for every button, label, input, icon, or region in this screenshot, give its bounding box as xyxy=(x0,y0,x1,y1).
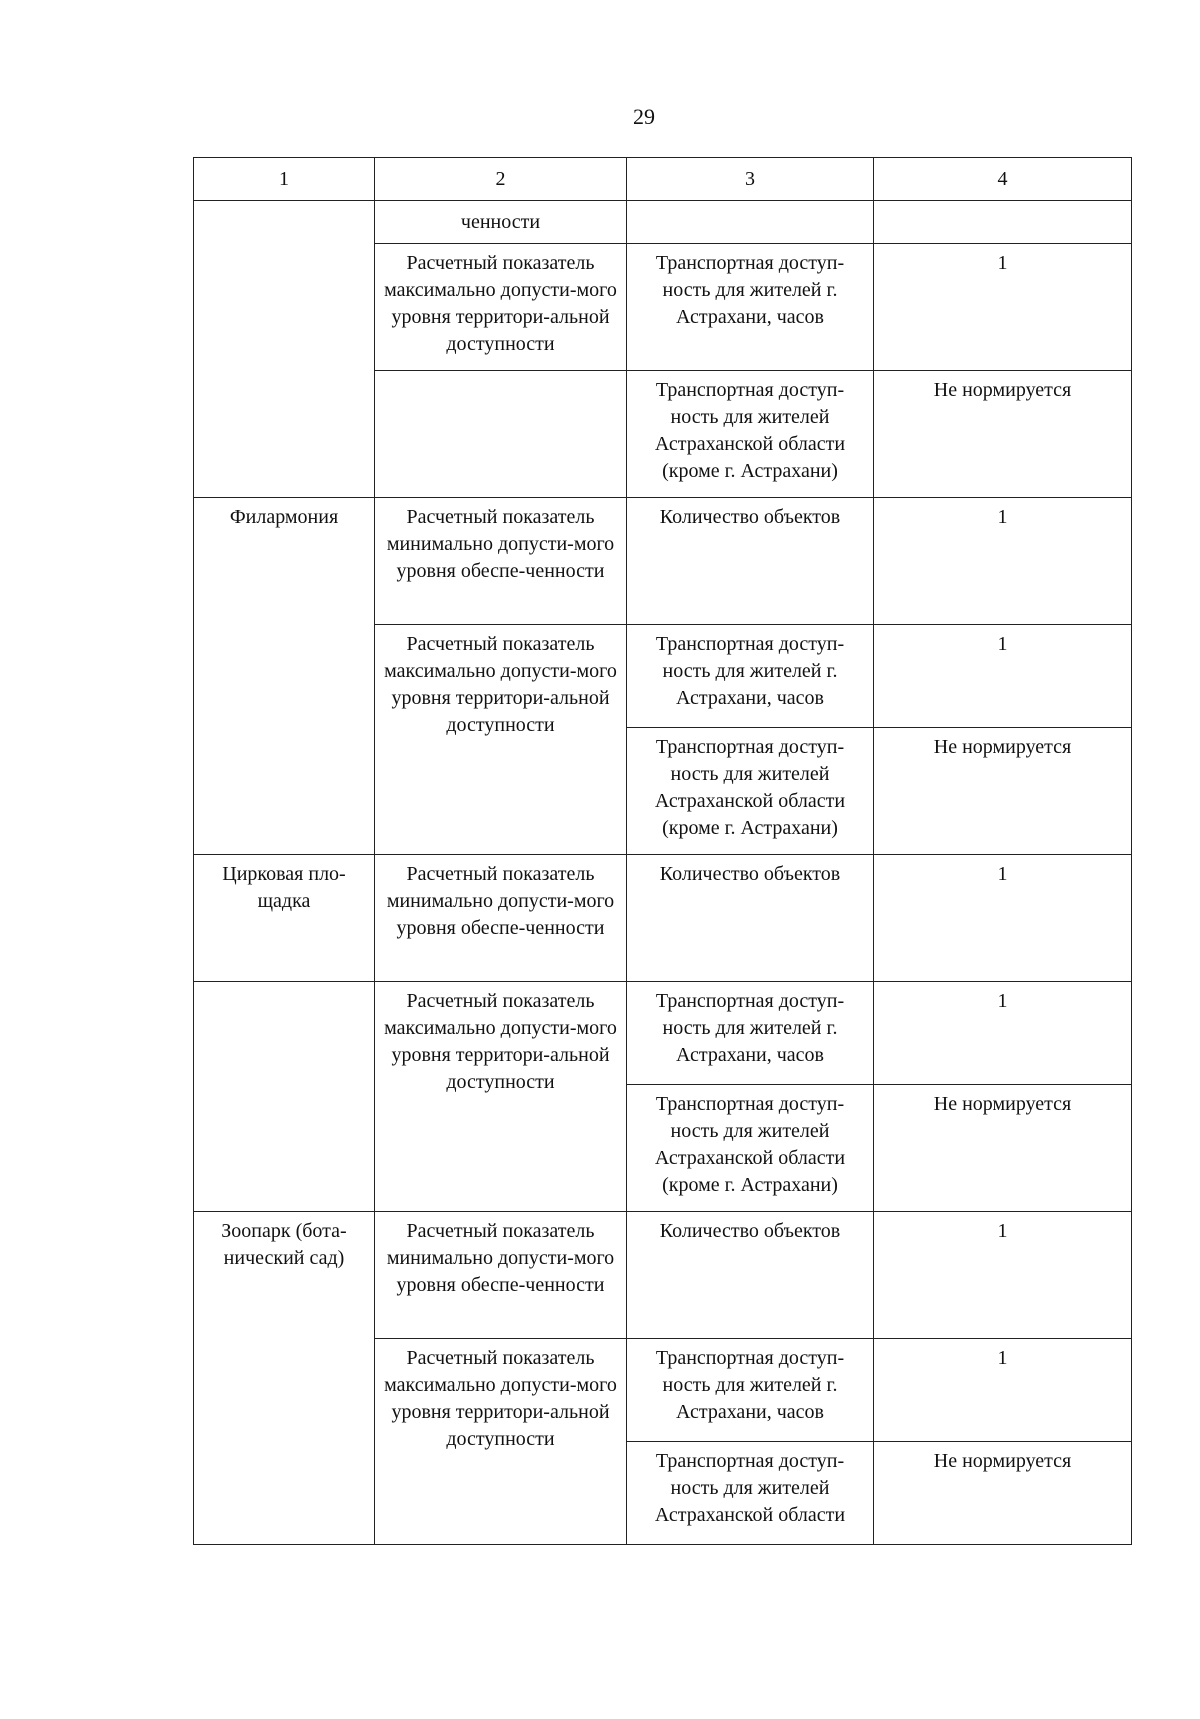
object-cell: Зоопарк (бота-нический сад) xyxy=(194,1212,375,1545)
value-cell: Не нормируется xyxy=(874,1085,1132,1212)
header-cell: 2 xyxy=(375,158,627,201)
standards-table xyxy=(193,157,1132,1545)
table-row xyxy=(194,201,1132,244)
table-row xyxy=(194,1212,1132,1339)
value-cell: Не нормируется xyxy=(874,371,1132,498)
unit-cell: Транспортная доступ-ность для жителей г. Астрахани, часов xyxy=(627,982,874,1085)
indicator-cell: Расчетный показатель максимально допусти-мого уровня территори-альной доступности xyxy=(375,625,627,855)
table-row xyxy=(194,498,1132,625)
unit-cell xyxy=(627,201,874,244)
unit-cell: Транспортная доступ-ность для жителей Астраханской области (кроме г. Астрахани) xyxy=(627,371,874,498)
unit-cell: Транспортная доступ-ность для жителей Астраханской области (кроме г. Астрахани) xyxy=(627,728,874,855)
unit-cell: Транспортная доступ-ность для жителей г. Астрахани, часов xyxy=(627,1339,874,1442)
indicator-cell: Расчетный показатель максимально допусти-мого уровня территори-альной доступности xyxy=(375,982,627,1212)
value-cell: 1 xyxy=(874,625,1132,728)
value-cell: Не нормируется xyxy=(874,728,1132,855)
unit-cell: Транспортная доступ-ность для жителей г. Астрахани, часов xyxy=(627,244,874,371)
indicator-cell: Расчетный показатель максимально допусти-мого уровня территори-альной доступности xyxy=(375,1339,627,1545)
value-cell: 1 xyxy=(874,1212,1132,1339)
indicator-cell: Расчетный показатель минимально допусти-мого уровня обеспе-ченности xyxy=(375,1212,627,1339)
indicator-cell: Расчетный показатель минимально допусти-мого уровня обеспе-ченности xyxy=(375,855,627,982)
indicator-cell xyxy=(375,371,627,498)
unit-cell: Транспортная доступ-ность для жителей Астраханской области xyxy=(627,1442,874,1545)
standards-table-wrapper xyxy=(193,157,1132,1545)
unit-cell: Транспортная доступ-ность для жителей Астраханской области (кроме г. Астрахани) xyxy=(627,1085,874,1212)
header-cell: 4 xyxy=(874,158,1132,201)
value-cell: 1 xyxy=(874,498,1132,625)
object-cell: Филармония xyxy=(194,498,375,855)
object-cell xyxy=(194,201,375,498)
value-cell: 1 xyxy=(874,982,1132,1085)
indicator-cell: Расчетный показатель максимально допусти-мого уровня территори-альной доступности xyxy=(375,244,627,371)
table-row xyxy=(194,982,1132,1085)
value-cell: 1 xyxy=(874,855,1132,982)
value-cell xyxy=(874,201,1132,244)
indicator-cell: ченности xyxy=(375,201,627,244)
table-row xyxy=(194,855,1132,982)
unit-cell: Количество объектов xyxy=(627,855,874,982)
unit-cell: Количество объектов xyxy=(627,498,874,625)
indicator-cell: Расчетный показатель минимально допусти-мого уровня обеспе-ченности xyxy=(375,498,627,625)
unit-cell: Транспортная доступ-ность для жителей г. Астрахани, часов xyxy=(627,625,874,728)
object-cell: Цирковая пло-щадка xyxy=(194,855,375,982)
header-cell: 1 xyxy=(194,158,375,201)
value-cell: 1 xyxy=(874,244,1132,371)
header-cell: 3 xyxy=(627,158,874,201)
table-header-row xyxy=(194,158,1132,201)
page-number: 29 xyxy=(633,104,655,129)
value-cell: 1 xyxy=(874,1339,1132,1442)
object-cell xyxy=(194,982,375,1212)
value-cell: Не нормируется xyxy=(874,1442,1132,1545)
unit-cell: Количество объектов xyxy=(627,1212,874,1339)
